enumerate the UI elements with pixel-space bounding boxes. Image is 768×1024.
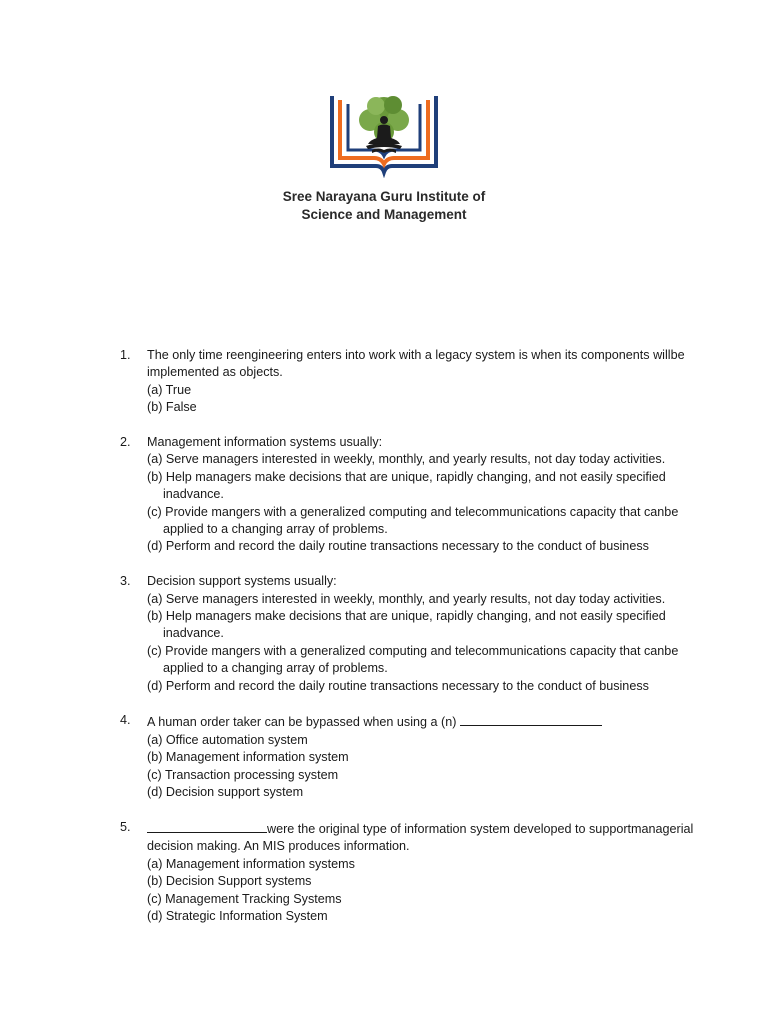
question-number: 4.	[120, 713, 131, 728]
question-list	[120, 347, 710, 943]
option-a: (a) Office automation system	[147, 732, 308, 747]
option-a: (a) True	[147, 382, 192, 397]
option-d: (d) Decision support system	[147, 785, 304, 800]
question-text: The only time reengineering enters into work with a legacy system is when its components willbe implemented as objects.	[147, 348, 685, 380]
question-text: Decision support systems usually:	[147, 574, 337, 589]
question-number: 5.	[120, 819, 131, 834]
option-a: (a) Serve managers interested in weekly, monthly, and yearly results, not day today activities.	[147, 452, 666, 467]
question-text-after-blank: were the original type of information system developed to supportmanagerial decision making. An MIS produces information.	[147, 821, 694, 854]
question-text-before-blank: A human order taker can be bypassed when using a (n)	[147, 715, 457, 730]
question-number: 2.	[120, 435, 131, 450]
fill-in-blank	[460, 712, 602, 726]
option-b: (b) Decision Support systems	[147, 874, 312, 889]
institute-logo-icon	[326, 90, 442, 178]
option-b: (b) Help managers make decisions that are unique, rapidly changing, and not easily specified inadvance.	[147, 469, 666, 502]
question-3	[120, 573, 710, 695]
institute-header	[0, 90, 768, 224]
option-c: (c) Provide mangers with a generalized computing and telecommunications capacity that canbe applied to a changing array of problems.	[147, 504, 679, 537]
question-1	[120, 347, 710, 417]
option-a: (a) Management information systems	[147, 856, 355, 871]
fill-in-blank	[147, 819, 267, 833]
option-d: (d) Perform and record the daily routine transactions necessary to the conduct of business	[147, 678, 649, 693]
institute-name	[0, 188, 768, 224]
institute-name-line2: Science and Management	[301, 207, 467, 222]
question-text	[147, 712, 710, 731]
question-number: 3.	[120, 574, 131, 589]
option-c: (c) Management Tracking Systems	[147, 891, 342, 906]
institute-name-line1: Sree Narayana Guru Institute of	[282, 189, 486, 204]
option-d: (d) Perform and record the daily routine transactions necessary to the conduct of business	[147, 539, 649, 554]
option-c: (c) Provide mangers with a generalized computing and telecommunications capacity that canbe applied to a changing array of problems.	[147, 643, 679, 676]
option-d: (d) Strategic Information System	[147, 908, 328, 923]
question-text	[147, 819, 710, 856]
question-number: 1.	[120, 348, 131, 362]
option-b: (b) False	[147, 400, 197, 415]
question-2	[120, 434, 710, 556]
option-b: (b) Management information system	[147, 750, 349, 765]
option-b: (b) Help managers make decisions that are unique, rapidly changing, and not easily specified inadvance.	[147, 609, 666, 641]
option-c: (c) Transaction processing system	[147, 767, 339, 782]
question-5	[120, 819, 710, 925]
question-text: Management information systems usually:	[147, 435, 383, 450]
question-4	[120, 712, 710, 801]
option-a: (a) Serve managers interested in weekly, monthly, and yearly results, not day today activities.	[147, 591, 666, 606]
